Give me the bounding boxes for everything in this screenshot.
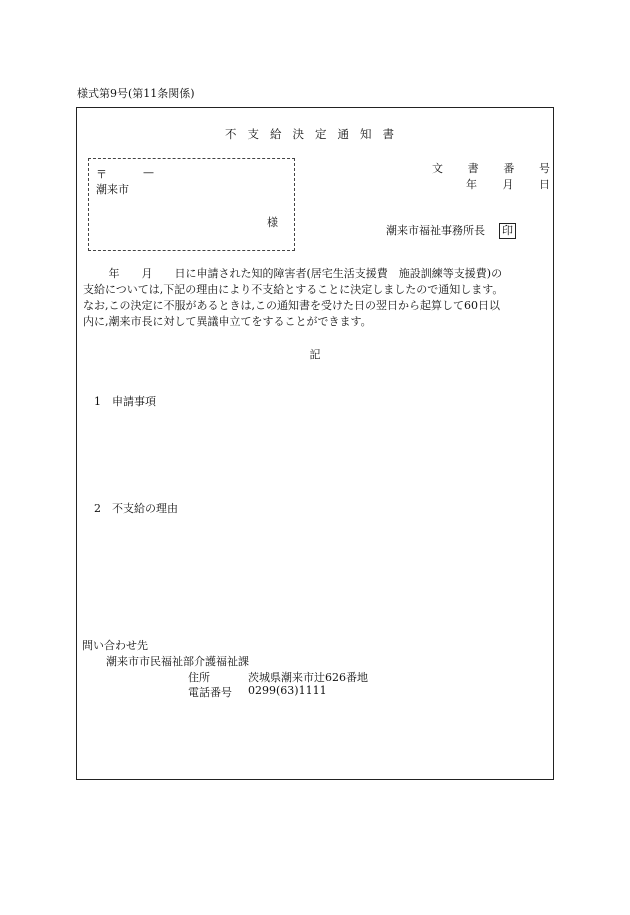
item-rejection-reason: 2 不支給の理由	[94, 502, 178, 515]
day-label: 日	[539, 178, 550, 191]
issue-date-labels	[466, 176, 550, 192]
body-line: 年 月 日に申請された知的障害者(居宅生活支援費 施設訓練等支援費)の	[83, 267, 503, 280]
recipient-address-box	[88, 158, 295, 251]
doc-number-char: 号	[538, 162, 550, 175]
recipient-honorific: 様	[267, 216, 278, 229]
body-line: 内に,潮来市長に対して異議申立てをすることができます。	[83, 315, 372, 328]
document-title: 不支給決定通知書	[225, 127, 405, 141]
month-label: 月	[502, 178, 514, 191]
postal-mark: 〒	[96, 168, 107, 181]
document-number-label	[432, 160, 550, 176]
contact-phone-value: 0299(63)1111	[248, 684, 327, 697]
form-number-label: 様式第9号(第11条関係)	[77, 87, 195, 100]
ki-heading: 記	[309, 348, 321, 361]
doc-number-char: 番	[503, 162, 515, 175]
recipient-city: 潮来市	[96, 183, 129, 196]
postal-code-dash: —	[143, 166, 154, 179]
issuer-name: 潮来市福祉事務所長	[386, 224, 485, 237]
body-line: なお,この決定に不服があるときは,この通知書を受けた日の翌日から起算して60日以	[83, 299, 500, 312]
year-label: 年	[466, 178, 477, 191]
item-application-matters: 1 申請事項	[94, 395, 156, 408]
contact-heading: 問い合わせ先	[82, 639, 148, 652]
contact-address-value: 茨城県潮来市辻626番地	[248, 671, 368, 684]
contact-address-label: 住所	[188, 671, 210, 684]
seal-mark: 印	[499, 223, 516, 239]
doc-number-char: 文	[432, 162, 443, 175]
issuer-line	[386, 222, 516, 239]
notice-body	[83, 266, 551, 330]
body-line: 支給については,下記の理由により不支給とすることに決定しましたので通知します。	[83, 283, 504, 296]
contact-department: 潮来市市民福祉部介護福祉課	[106, 655, 249, 668]
doc-number-char: 書	[467, 162, 479, 175]
contact-phone-label: 電話番号	[188, 686, 232, 699]
